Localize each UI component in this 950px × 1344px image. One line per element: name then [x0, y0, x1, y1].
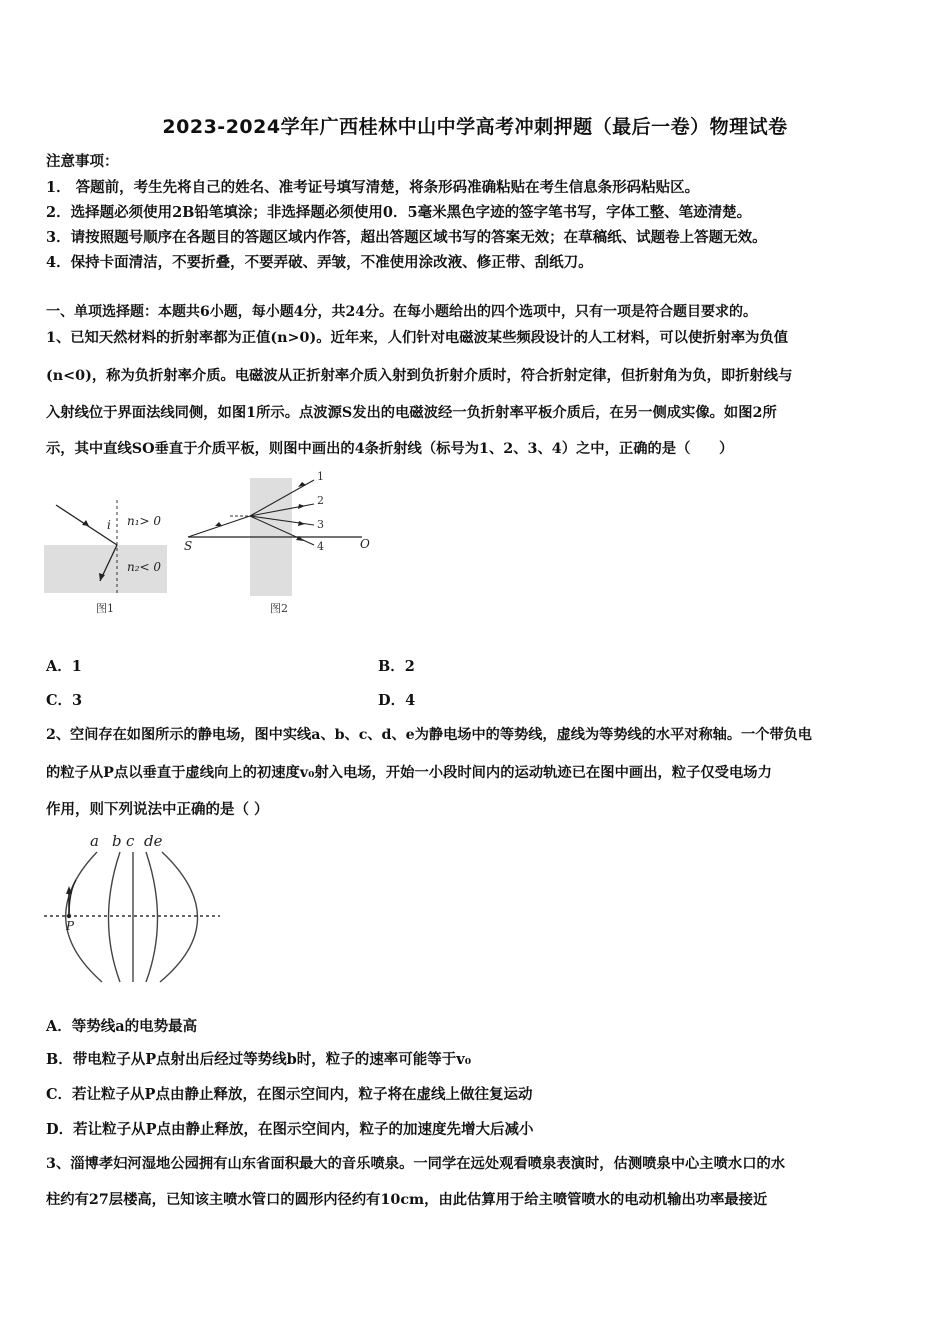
q2-line-3: 作用，则下列说法中正确的是（ ） — [46, 801, 269, 818]
q2-option-b: B．带电粒子从P点射出后经过等势线b时，粒子的速率可能等于v₀ — [46, 1051, 472, 1068]
figure-1-caption: 图1 — [96, 602, 114, 615]
section-heading: 一、单项选择题：本题共6小题，每小题4分，共24分。在每小题给出的四个选项中，只有一项是符合题目要求的。 — [46, 304, 757, 320]
equipotential-b — [109, 852, 121, 982]
ray-4-label: 4 — [317, 540, 324, 553]
notice-item-1: 1． 答题前，考生先将自己的姓名、准考证号填写清楚，将条形码准确粘贴在考生信息条形码粘贴区。 — [46, 179, 700, 196]
q1-line-1: 1、已知天然材料的折射率都为正值(n>0)。近年来，人们针对电磁波某些频段设计的人工材料，可以使折射率为负值 — [46, 330, 789, 346]
point-p-label: P — [66, 919, 75, 933]
figure-2 — [178, 466, 378, 621]
n2-label: n₂< 0 — [127, 560, 162, 574]
q1-option-d: D．4 — [378, 692, 416, 709]
q2-line-1: 2、空间存在如图所示的静电场，图中实线a、b、c、d、e为静电场中的等势线，虚线为等势线的水平对称轴。一个带负电 — [46, 727, 812, 743]
line-c-label: c — [126, 832, 135, 850]
q2-option-d: D．若让粒子从P点由静止释放，在图示空间内，粒子的加速度先增大后减小 — [46, 1121, 534, 1138]
notice-item-3: 3．请按照题号顺序在各题目的答题区域内作答，超出答题区域书写的答案无效；在草稿纸、试题卷上答题无效。 — [46, 229, 767, 246]
ray-3-arrow-icon — [298, 521, 305, 526]
line-b-label: b — [112, 832, 122, 850]
q2-option-c: C．若让粒子从P点由静止释放，在图示空间内，粒子将在虚线上做往复运动 — [46, 1086, 533, 1103]
ray-2-label: 2 — [317, 494, 324, 507]
n1-label: n₁> 0 — [127, 514, 162, 528]
ray-2-arrow-icon — [298, 504, 305, 509]
incident-ray — [188, 516, 250, 537]
q1-option-b: B．2 — [378, 658, 415, 675]
q1-line-4: 示，其中直线SO垂直于介质平板，则图中画出的4条折射线（标号为1、2、3、4）之中，正确的是（ ） — [46, 441, 734, 457]
ray-3-label: 3 — [317, 518, 324, 531]
notice-item-2: 2．选择题必须使用2B铅笔填涂；非选择题必须使用0．5毫米黑色字迹的签字笔书写，字体工整、笔迹清楚。 — [46, 204, 752, 221]
q1-option-c: C．3 — [46, 692, 83, 709]
notice-item-4: 4．保持卡面清洁，不要折叠，不要弄破、弄皱，不准使用涂改液、修正带、刮纸刀。 — [46, 254, 593, 271]
equipotential-a — [66, 852, 102, 982]
q3-line-1: 3、淄博孝妇河湿地公园拥有山东省面积最大的音乐喷泉。一同学在远处观看喷泉表演时，估测喷泉中心主喷水口的水 — [46, 1156, 786, 1172]
point-p-dot — [67, 914, 71, 918]
figure-1 — [44, 495, 174, 620]
notice-heading: 注意事项： — [46, 153, 119, 170]
q2-line-2: 的粒子从P点以垂直于虚线向上的初速度v₀射入电场，开始一小段时间内的运动轨迹已在图中画出，粒子仅受电场力 — [46, 765, 772, 781]
point-o-label: O — [360, 537, 370, 551]
page-title: 2023-2024学年广西桂林中山中学高考冲刺押题（最后一卷）物理试卷 — [162, 116, 788, 138]
equipotential-d — [146, 852, 158, 982]
ray-1-label: 1 — [317, 470, 324, 483]
q1-line-2: (n<0)，称为负折射率介质。电磁波从正折射率介质入射到负折射介质时，符合折射定律，但折射角为负，即折射线与 — [46, 368, 793, 384]
figure-2-caption: 图2 — [270, 602, 288, 615]
q1-line-3: 入射线位于界面法线同侧，如图1所示。点波源S发出的电磁波经一负折射率平板介质后，在另一侧成实像。如图2所 — [46, 405, 777, 421]
q3-line-2: 柱约有27层楼高，已知该主喷水管口的圆形内径约有10cm，由此估算用于给主喷管喷水的电动机输出功率最接近 — [46, 1192, 768, 1208]
q2-option-a: A．等势线a的电势最高 — [46, 1018, 198, 1035]
equipotential-e — [160, 852, 198, 982]
q1-option-a: A．1 — [46, 658, 82, 675]
line-a-label: a — [90, 832, 99, 850]
incident-arrow-icon — [215, 522, 222, 526]
angle-label: i — [107, 518, 111, 532]
line-de-label: de — [144, 832, 163, 850]
source-label: S — [184, 539, 193, 553]
equipotential-figure — [42, 830, 232, 995]
